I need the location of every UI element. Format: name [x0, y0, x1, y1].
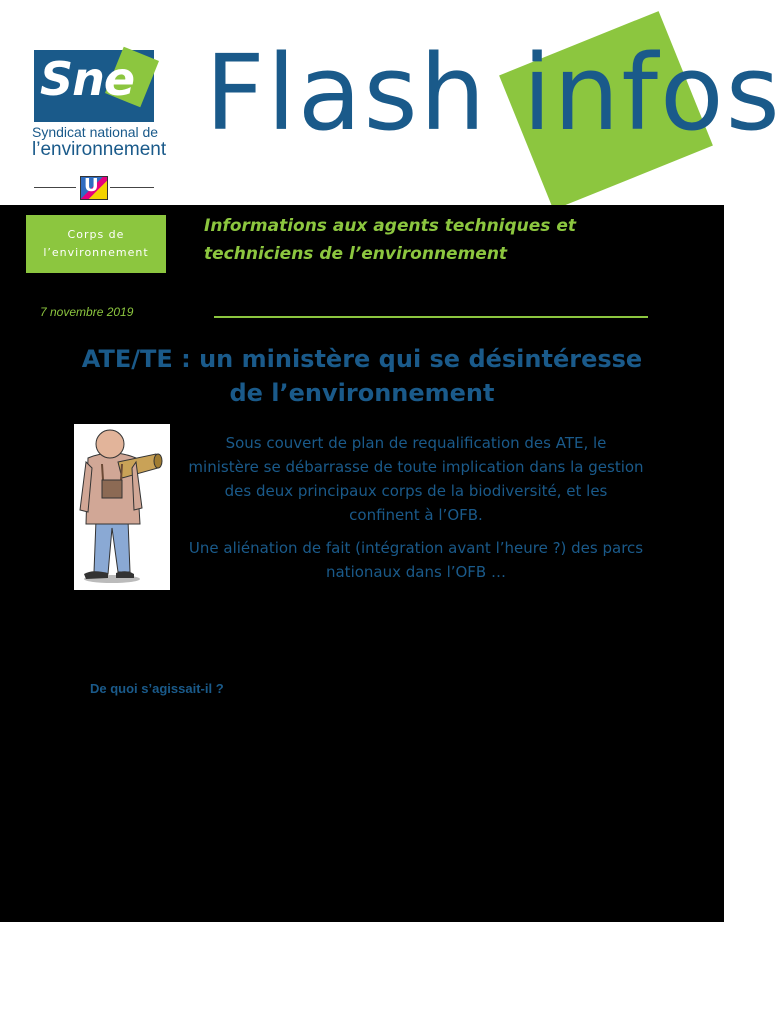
headline-line1: ATE/TE : un ministère qui se désintéresse: [81, 345, 643, 373]
corps-badge-line2: l’environnement: [43, 246, 149, 259]
section-heading: De quoi s’agissait-il ?: [90, 681, 224, 696]
sne-logo: [34, 50, 154, 122]
union-mark: U: [84, 175, 99, 196]
green-divider: [214, 316, 648, 318]
union-divider-left: [34, 187, 76, 188]
logo-subtitle: [32, 124, 167, 160]
lede-paragraph-2: Une aliénation de fait (intégration avant l’heure ?) des parcs nationaux dans l’OFB …: [188, 539, 644, 581]
article-headline: [60, 342, 664, 410]
page-header: [0, 0, 782, 205]
corps-badge-line1: Corps de: [67, 228, 125, 241]
publication-date: 7 novembre 2019: [40, 305, 134, 319]
audience-subtitle: [204, 212, 644, 268]
union-badge-icon: [80, 176, 108, 200]
headline-line2: de l’environnement: [229, 379, 495, 407]
page-title: Flash infos: [205, 32, 782, 154]
man-with-backpack-illustration-icon: [74, 424, 170, 590]
logo-subtitle-line1: Syndicat national de: [32, 124, 159, 140]
article-lede: [188, 431, 644, 593]
lede-paragraph-1: Sous couvert de plan de requalification des ATE, le ministère se débarrasse de toute implication dans la gestion des deux principaux corps de la biodiversité, et les confinent à l’OFB.: [188, 434, 644, 524]
corps-badge: [26, 215, 166, 273]
audience-line1: Informations aux agents techniques et: [204, 216, 576, 236]
logo-subtitle-line2: l’environnement: [32, 139, 167, 160]
union-divider-right: [110, 187, 154, 188]
audience-line2: techniciens de l’environnement: [204, 244, 508, 264]
logo-text: Sne: [40, 52, 135, 106]
